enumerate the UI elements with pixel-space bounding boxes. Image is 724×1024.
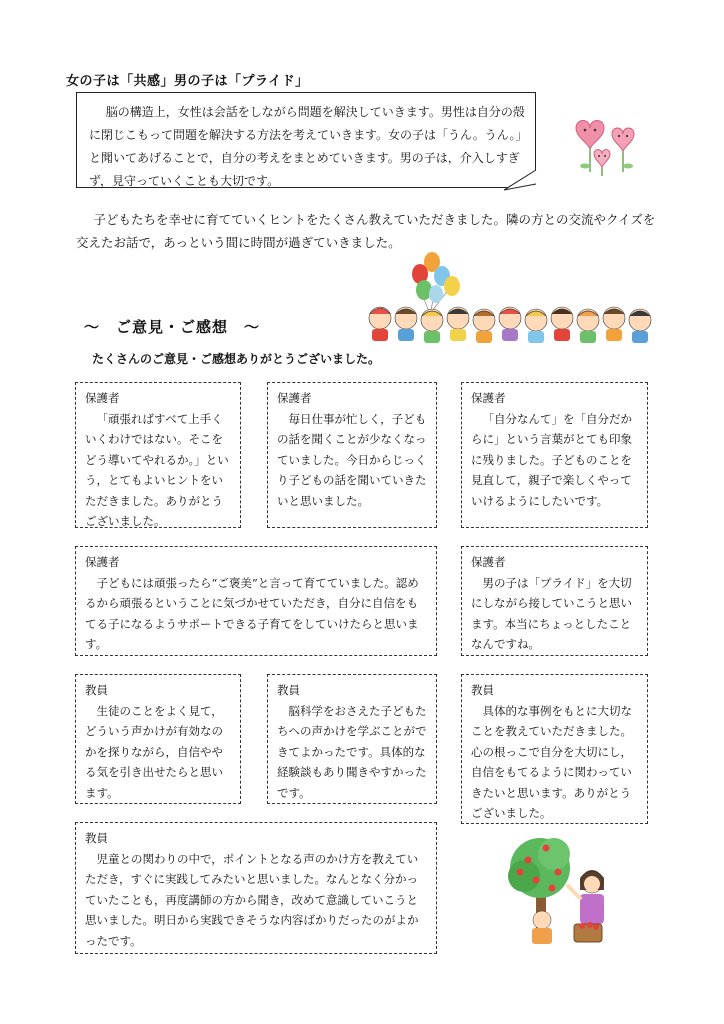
comment-card (75, 822, 437, 954)
comment-card (75, 674, 241, 804)
comment-role: 教員 (85, 683, 108, 697)
section-title: ～ ご意見・ご感想 ～ (84, 318, 261, 336)
callout-text: 脳の構造上，女性は会話をしながら問題を解決していきます。男性は自分の殻に閉じこもって問題を解決する方法を考えていきます。女の子は「うん。うん。」と聞いてあげることで，自分の考えをまとめていきます。男の子は，介入しすぎず，見守っていくことも大切です。 (89, 105, 525, 188)
intro-paragraph: 子どもたちを幸せに育てていくヒントをたくさん教えていただきました。隣の方との交流やクイズを交えたお話で，あっという間に時間が過ぎていきました。 (76, 212, 656, 250)
section-subtitle: たくさんのご意見・ご感想ありがとうございました。 (92, 352, 381, 366)
comment-text: 男の子は「プライド」を大切にしながら接していこうと思います。本当にちょっとしたことなんですね。 (471, 575, 632, 651)
callout-box (76, 92, 536, 188)
callout-fold-corner (502, 170, 542, 192)
comment-role: 保護者 (85, 555, 120, 569)
comment-role: 教員 (277, 683, 300, 697)
comment-text: 「自分なんて」を「自分だからに」という言葉がとても印象に残りました。子どものことを見直して，親子で楽しくやっていけるようにしたいです。 (471, 411, 632, 508)
comment-text: 「頑張ればすべて上手くいくわけではない。そこをどう導いてやれるか。」という，とてもよいヒントをいただきました。ありがとうございました。 (85, 411, 229, 528)
comment-role: 保護者 (277, 391, 312, 405)
comment-text: 児童との関わりの中で，ポイントとなる声のかけ方を教えていただき，すぐに実践してみたいと思いました。なんとなく分かっていたことも，再度講師の方から聞き，改めて意識していこうと思いました。明日から実践できそうな内容ばかりだったのがよかったです。 (85, 851, 419, 948)
comment-role: 保護者 (471, 555, 506, 569)
comment-text: 生徒のことをよく見て，どういう声かけが有効なのかを探りながら，自信ややる気を引き出せたらと思います。 (85, 703, 223, 800)
hearts-flowers-illustration (566, 116, 646, 180)
comment-card (267, 382, 437, 528)
comment-card (75, 546, 437, 656)
comment-card (75, 382, 241, 528)
comment-role: 保護者 (85, 391, 120, 405)
page-heading: 女の子は「共感」男の子は「プライド」 (66, 74, 309, 89)
comment-text: 子どもには頑張ったら“ご褒美”と言って育てていました。認めるから頑張るということに気づかせていただき，自分に自信をもてる子になるようサポートできる子育てをしていけたらと思います。 (85, 575, 419, 651)
comment-role: 教員 (85, 831, 108, 845)
comment-text: 毎日仕事が忙しく，子どもの話を聞くことが少なくなっていました。今日からじっくり子どもの話を聞いていきたいと思いました。 (277, 411, 427, 508)
comment-role: 教員 (471, 683, 494, 697)
comment-text: 具体的な事例をもとに大切なことを教えていただきました。心の根っこで自分を大切にし，自信をもてるように関わっていきたいと思います。ありがとうございました。 (471, 703, 632, 820)
comment-card (461, 382, 648, 528)
kids-balloons-illustration (360, 252, 660, 348)
comment-text: 脳科学をおさえた子どもたちへの声かけを学ぶことができてよかったです。具体的な経験談もあり聞きやすかったです。 (277, 703, 427, 800)
comment-card (267, 674, 437, 804)
comment-card (461, 546, 648, 656)
comment-role: 保護者 (471, 391, 506, 405)
comment-card (461, 674, 648, 824)
tree-girl-illustration (508, 832, 612, 948)
